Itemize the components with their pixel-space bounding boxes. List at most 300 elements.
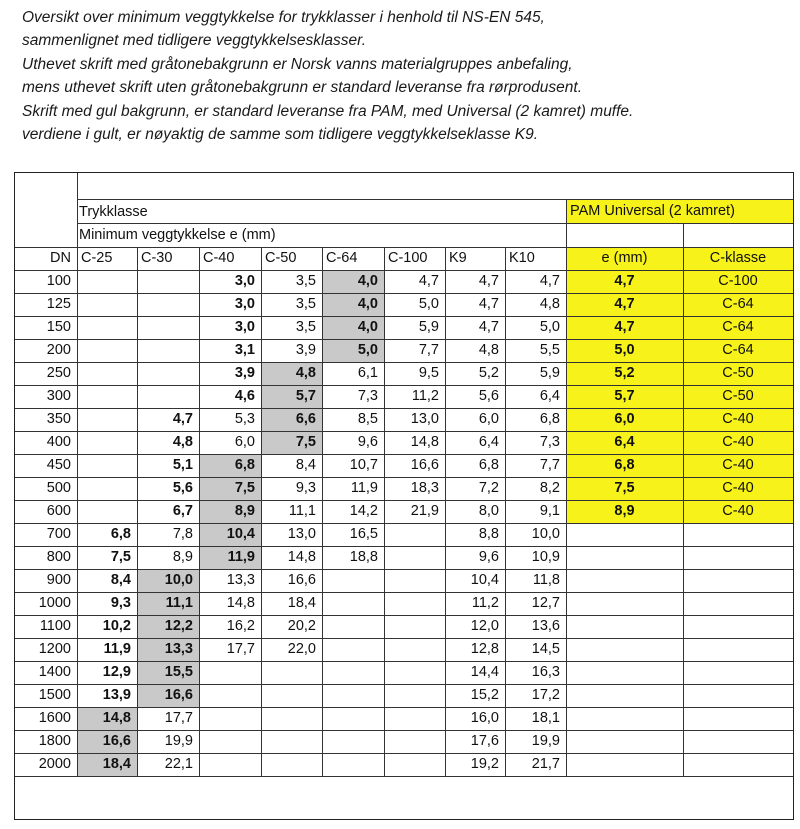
column-header: C-50 bbox=[265, 250, 297, 266]
value-cell: 6,8 bbox=[478, 457, 499, 473]
value-cell bbox=[137, 270, 199, 293]
value-cell: 21,7 bbox=[531, 756, 560, 772]
value-cell: 18,4 bbox=[77, 753, 137, 776]
value-cell bbox=[77, 454, 137, 477]
value-cell: 10,7 bbox=[349, 457, 378, 473]
value-cell: 12,7 bbox=[531, 595, 560, 611]
value-cell: 14,2 bbox=[349, 503, 378, 519]
value-cell: 14,8 bbox=[410, 434, 439, 450]
value-cell: 7,2 bbox=[478, 480, 499, 496]
value-cell: 9,6 bbox=[357, 434, 378, 450]
value-cell: 5,1 bbox=[172, 457, 193, 473]
value-cell: 3,9 bbox=[295, 342, 316, 358]
value-cell: 14,8 bbox=[77, 707, 137, 730]
value-cell: 6,4 bbox=[539, 388, 560, 404]
value-cell: 7,3 bbox=[357, 388, 378, 404]
intro-line-5: Skrift med gul bakgrunn, er standard leveranse fra PAM, med Universal (2 kamret) muffe. bbox=[22, 102, 634, 120]
value-cell bbox=[77, 431, 137, 454]
value-cell: 16,5 bbox=[349, 526, 378, 542]
value-cell: 11,1 bbox=[288, 503, 316, 519]
wall-thickness-table bbox=[14, 172, 794, 820]
value-cell bbox=[199, 730, 261, 753]
value-cell bbox=[77, 500, 137, 523]
grid-line bbox=[77, 199, 793, 200]
intro-line-3: Uthevet skrift med gråtonebakgrunn er Norsk vanns materialgruppes anbefaling, bbox=[22, 55, 573, 73]
value-cell: 11,8 bbox=[532, 572, 560, 588]
value-cell: 11,2 bbox=[471, 595, 499, 611]
value-cell: 9,6 bbox=[478, 549, 499, 565]
dn-cell: 1400 bbox=[38, 664, 71, 680]
value-cell bbox=[199, 684, 261, 707]
value-cell: 4,8 bbox=[539, 296, 560, 312]
value-cell: 13,0 bbox=[410, 411, 439, 427]
value-cell: 17,6 bbox=[470, 733, 499, 749]
value-cell bbox=[384, 661, 445, 684]
value-cell bbox=[261, 730, 322, 753]
value-cell: 14,8 bbox=[287, 549, 316, 565]
value-cell: 13,0 bbox=[287, 526, 316, 542]
dn-cell: 900 bbox=[46, 572, 71, 588]
grid-line bbox=[566, 199, 567, 247]
value-cell bbox=[77, 408, 137, 431]
grid-line bbox=[15, 431, 793, 432]
value-cell: 16,6 bbox=[77, 730, 137, 753]
value-cell: 10,2 bbox=[102, 618, 131, 634]
value-cell: 4,7 bbox=[172, 411, 193, 427]
value-cell: 22,0 bbox=[287, 641, 316, 657]
grid-line bbox=[384, 247, 385, 776]
grid-line bbox=[15, 707, 793, 708]
pam-class-cell bbox=[683, 615, 793, 638]
value-cell: 15,2 bbox=[470, 687, 499, 703]
grid-line bbox=[15, 500, 793, 501]
pam-e-cell: 5,7 bbox=[566, 385, 683, 408]
grid-line bbox=[15, 638, 793, 639]
value-cell: 5,9 bbox=[418, 319, 439, 335]
grid-line bbox=[199, 247, 200, 776]
pam-class-cell bbox=[683, 638, 793, 661]
dn-cell: 600 bbox=[46, 503, 71, 519]
value-cell: 16,2 bbox=[226, 618, 255, 634]
value-cell: 12,2 bbox=[137, 615, 199, 638]
value-cell: 10,9 bbox=[531, 549, 560, 565]
dn-cell: 1600 bbox=[38, 710, 71, 726]
value-cell: 13,3 bbox=[226, 572, 255, 588]
group-label: Trykklasse bbox=[79, 204, 148, 220]
value-cell bbox=[137, 385, 199, 408]
grid-line bbox=[15, 247, 793, 248]
intro-line-6: verdiene i gult, er nøyaktig de samme som tidligere veggtykkelseklasse K9. bbox=[22, 126, 539, 144]
dn-cell: 300 bbox=[46, 388, 71, 404]
value-cell: 14,5 bbox=[531, 641, 560, 657]
value-cell bbox=[322, 707, 384, 730]
pam-class-cell bbox=[683, 707, 793, 730]
intro-line-1: Oversikt over minimum veggtykkelse for trykklasser i henhold til NS-EN 545, bbox=[22, 9, 545, 26]
value-cell: 3,0 bbox=[234, 273, 255, 289]
dn-cell: 350 bbox=[46, 411, 71, 427]
column-header: e (mm) bbox=[566, 247, 683, 270]
grid-line bbox=[15, 339, 793, 340]
value-cell: 18,3 bbox=[410, 480, 439, 496]
value-cell: 5,9 bbox=[539, 365, 560, 381]
value-cell: 16,6 bbox=[137, 684, 199, 707]
value-cell: 10,4 bbox=[199, 523, 261, 546]
grid-line bbox=[566, 223, 793, 224]
pam-e-cell: 4,7 bbox=[566, 293, 683, 316]
value-cell: 4,8 bbox=[261, 362, 322, 385]
grid-line bbox=[137, 247, 138, 776]
pam-class-cell: C-64 bbox=[683, 316, 793, 339]
value-cell bbox=[384, 615, 445, 638]
value-cell: 7,5 bbox=[110, 549, 131, 565]
pam-class-cell bbox=[683, 661, 793, 684]
value-cell: 10,0 bbox=[137, 569, 199, 592]
value-cell: 5,0 bbox=[539, 319, 560, 335]
value-cell: 20,2 bbox=[287, 618, 316, 634]
grid-line bbox=[15, 316, 793, 317]
value-cell: 14,8 bbox=[226, 595, 255, 611]
value-cell bbox=[77, 339, 137, 362]
pam-label: PAM Universal (2 kamret) bbox=[566, 200, 793, 223]
pam-class-cell: C-40 bbox=[683, 431, 793, 454]
pam-class-cell: C-64 bbox=[683, 293, 793, 316]
value-cell bbox=[137, 339, 199, 362]
value-cell: 19,9 bbox=[531, 733, 560, 749]
value-cell bbox=[77, 477, 137, 500]
grid-line bbox=[15, 293, 793, 294]
grid-line bbox=[505, 247, 506, 776]
value-cell: 14,4 bbox=[470, 664, 499, 680]
pam-e-cell bbox=[566, 753, 683, 776]
value-cell: 22,1 bbox=[164, 756, 193, 772]
value-cell bbox=[261, 753, 322, 776]
value-cell bbox=[384, 730, 445, 753]
grid-line bbox=[15, 385, 793, 386]
subgroup-label: Minimum veggtykkelse e (mm) bbox=[79, 227, 276, 243]
grid-line bbox=[77, 223, 566, 224]
value-cell bbox=[384, 569, 445, 592]
value-cell: 6,8 bbox=[199, 454, 261, 477]
value-cell: 11,1 bbox=[137, 592, 199, 615]
value-cell bbox=[77, 316, 137, 339]
value-cell bbox=[322, 661, 384, 684]
column-header: C-100 bbox=[388, 250, 428, 266]
grid-line bbox=[77, 173, 78, 776]
value-cell: 4,7 bbox=[478, 296, 499, 312]
value-cell bbox=[322, 592, 384, 615]
dn-cell: 125 bbox=[46, 296, 71, 312]
value-cell: 12,0 bbox=[470, 618, 499, 634]
column-header: C-25 bbox=[81, 250, 113, 266]
value-cell: 6,8 bbox=[110, 526, 131, 542]
value-cell bbox=[261, 661, 322, 684]
value-cell: 8,4 bbox=[110, 572, 131, 588]
pam-class-cell: C-40 bbox=[683, 454, 793, 477]
grid-line bbox=[15, 454, 793, 455]
grid-line bbox=[15, 730, 793, 731]
value-cell: 19,9 bbox=[164, 733, 193, 749]
value-cell bbox=[384, 707, 445, 730]
value-cell: 6,4 bbox=[478, 434, 499, 450]
value-cell: 16,0 bbox=[470, 710, 499, 726]
pam-class-cell bbox=[683, 592, 793, 615]
value-cell bbox=[199, 707, 261, 730]
value-cell: 17,7 bbox=[164, 710, 193, 726]
grid-line bbox=[15, 753, 793, 754]
dn-cell: 100 bbox=[46, 273, 71, 289]
value-cell: 16,3 bbox=[531, 664, 560, 680]
value-cell: 16,6 bbox=[410, 457, 439, 473]
value-cell: 9,3 bbox=[110, 595, 131, 611]
value-cell: 11,9 bbox=[350, 480, 378, 496]
pam-e-cell bbox=[566, 523, 683, 546]
pam-class-cell: C-50 bbox=[683, 362, 793, 385]
value-cell bbox=[77, 385, 137, 408]
value-cell: 7,8 bbox=[172, 526, 193, 542]
pam-class-cell bbox=[683, 684, 793, 707]
pam-e-cell: 5,0 bbox=[566, 339, 683, 362]
value-cell: 7,5 bbox=[261, 431, 322, 454]
value-cell: 8,5 bbox=[357, 411, 378, 427]
value-cell bbox=[384, 638, 445, 661]
value-cell: 6,8 bbox=[539, 411, 560, 427]
dn-cell: 700 bbox=[46, 526, 71, 542]
intro-line-2: sammenlignet med tidligere veggtykkelsesklasser. bbox=[22, 32, 367, 50]
value-cell bbox=[322, 753, 384, 776]
value-cell bbox=[322, 615, 384, 638]
dn-cell: 1200 bbox=[38, 641, 71, 657]
dn-cell: 2000 bbox=[38, 756, 71, 772]
dn-cell: 450 bbox=[46, 457, 71, 473]
value-cell: 12,8 bbox=[470, 641, 499, 657]
value-cell: 12,9 bbox=[102, 664, 131, 680]
column-header: K10 bbox=[509, 250, 535, 266]
value-cell: 10,4 bbox=[470, 572, 499, 588]
value-cell: 9,1 bbox=[539, 503, 560, 519]
intro-text bbox=[22, 6, 792, 146]
intro-line-4: mens uthevet skrift uten gråtonebakgrunn er standard leveranse fra rørprodusent. bbox=[22, 79, 583, 97]
value-cell: 18,1 bbox=[531, 710, 560, 726]
pam-class-cell: C-64 bbox=[683, 339, 793, 362]
grid-line bbox=[15, 776, 793, 777]
value-cell bbox=[384, 523, 445, 546]
value-cell: 15,5 bbox=[137, 661, 199, 684]
pam-class-cell bbox=[683, 753, 793, 776]
pam-class-cell bbox=[683, 569, 793, 592]
value-cell: 17,2 bbox=[531, 687, 560, 703]
column-header: C-klasse bbox=[683, 247, 793, 270]
dn-cell: 1100 bbox=[39, 618, 71, 634]
value-cell: 13,9 bbox=[102, 687, 131, 703]
value-cell bbox=[77, 293, 137, 316]
value-cell: 3,5 bbox=[295, 273, 316, 289]
pam-class-cell bbox=[683, 730, 793, 753]
value-cell bbox=[384, 592, 445, 615]
value-cell: 19,2 bbox=[470, 756, 499, 772]
pam-e-cell bbox=[566, 615, 683, 638]
grid-line bbox=[445, 247, 446, 776]
grid-line bbox=[15, 569, 793, 570]
value-cell: 6,0 bbox=[234, 434, 255, 450]
dn-cell: 1000 bbox=[38, 595, 71, 611]
pam-e-cell: 5,2 bbox=[566, 362, 683, 385]
value-cell bbox=[322, 684, 384, 707]
value-cell: 8,8 bbox=[478, 526, 499, 542]
dn-cell: 250 bbox=[46, 365, 71, 381]
value-cell bbox=[384, 753, 445, 776]
grid-line bbox=[322, 247, 323, 776]
value-cell bbox=[199, 661, 261, 684]
grid-line bbox=[15, 477, 793, 478]
value-cell: 8,4 bbox=[295, 457, 316, 473]
pam-e-cell: 4,7 bbox=[566, 316, 683, 339]
column-header: C-40 bbox=[203, 250, 235, 266]
pam-e-cell bbox=[566, 592, 683, 615]
dn-cell: 800 bbox=[46, 549, 71, 565]
pam-class-cell bbox=[683, 546, 793, 569]
pam-e-cell: 4,7 bbox=[566, 270, 683, 293]
column-header: C-30 bbox=[141, 250, 173, 266]
value-cell: 16,6 bbox=[287, 572, 316, 588]
value-cell: 7,7 bbox=[418, 342, 439, 358]
grid-line bbox=[15, 684, 793, 685]
pam-e-cell: 6,4 bbox=[566, 431, 683, 454]
dn-cell: 400 bbox=[46, 434, 71, 450]
grid-line bbox=[683, 247, 684, 776]
value-cell: 4,8 bbox=[478, 342, 499, 358]
value-cell bbox=[322, 730, 384, 753]
column-header: DN bbox=[50, 250, 71, 266]
value-cell: 18,4 bbox=[287, 595, 316, 611]
value-cell: 5,3 bbox=[234, 411, 255, 427]
value-cell bbox=[77, 362, 137, 385]
value-cell: 4,7 bbox=[478, 319, 499, 335]
value-cell: 3,0 bbox=[234, 296, 255, 312]
dn-cell: 200 bbox=[46, 342, 71, 358]
grid-line bbox=[15, 592, 793, 593]
value-cell: 4,6 bbox=[234, 388, 255, 404]
dn-cell: 1500 bbox=[38, 687, 71, 703]
value-cell: 5,5 bbox=[539, 342, 560, 358]
value-cell: 4,7 bbox=[418, 273, 439, 289]
pam-class-cell bbox=[683, 523, 793, 546]
column-header: K9 bbox=[449, 250, 467, 266]
value-cell: 9,5 bbox=[418, 365, 439, 381]
value-cell: 4,0 bbox=[322, 316, 384, 339]
value-cell: 5,0 bbox=[322, 339, 384, 362]
value-cell: 5,2 bbox=[478, 365, 499, 381]
grid-line bbox=[683, 223, 684, 247]
pam-class-cell: C-40 bbox=[683, 477, 793, 500]
pam-e-cell bbox=[566, 569, 683, 592]
value-cell bbox=[137, 293, 199, 316]
value-cell: 5,6 bbox=[478, 388, 499, 404]
pam-e-cell: 6,0 bbox=[566, 408, 683, 431]
value-cell bbox=[384, 546, 445, 569]
grid-line bbox=[15, 408, 793, 409]
value-cell: 3,5 bbox=[295, 296, 316, 312]
value-cell: 3,5 bbox=[295, 319, 316, 335]
value-cell: 7,3 bbox=[539, 434, 560, 450]
value-cell bbox=[77, 270, 137, 293]
value-cell: 5,6 bbox=[172, 480, 193, 496]
grid-line bbox=[15, 615, 793, 616]
grid-line bbox=[15, 661, 793, 662]
value-cell: 5,0 bbox=[418, 296, 439, 312]
value-cell: 8,9 bbox=[199, 500, 261, 523]
value-cell: 3,9 bbox=[234, 365, 255, 381]
pam-e-cell bbox=[566, 638, 683, 661]
pam-e-cell: 8,9 bbox=[566, 500, 683, 523]
value-cell: 11,9 bbox=[103, 641, 131, 657]
value-cell: 13,3 bbox=[137, 638, 199, 661]
grid-line bbox=[15, 362, 793, 363]
pam-class-cell: C-40 bbox=[683, 500, 793, 523]
pam-e-cell bbox=[566, 661, 683, 684]
value-cell: 4,8 bbox=[172, 434, 193, 450]
value-cell: 4,7 bbox=[539, 273, 560, 289]
value-cell bbox=[384, 684, 445, 707]
pam-class-cell: C-40 bbox=[683, 408, 793, 431]
value-cell: 9,3 bbox=[295, 480, 316, 496]
grid-line bbox=[15, 270, 793, 271]
grid-line bbox=[261, 247, 262, 776]
value-cell: 7,7 bbox=[539, 457, 560, 473]
value-cell bbox=[261, 707, 322, 730]
value-cell: 8,0 bbox=[478, 503, 499, 519]
pam-e-cell bbox=[566, 546, 683, 569]
value-cell: 18,8 bbox=[349, 549, 378, 565]
dn-cell: 150 bbox=[46, 319, 71, 335]
grid-line bbox=[15, 546, 793, 547]
value-cell bbox=[261, 684, 322, 707]
value-cell: 4,0 bbox=[322, 270, 384, 293]
pam-e-cell bbox=[566, 730, 683, 753]
value-cell: 4,7 bbox=[478, 273, 499, 289]
pam-class-cell: C-50 bbox=[683, 385, 793, 408]
value-cell: 10,0 bbox=[531, 526, 560, 542]
value-cell: 6,0 bbox=[478, 411, 499, 427]
dn-cell: 1800 bbox=[38, 733, 71, 749]
value-cell: 6,1 bbox=[357, 365, 378, 381]
pam-e-cell: 7,5 bbox=[566, 477, 683, 500]
grid-line bbox=[15, 523, 793, 524]
value-cell: 5,7 bbox=[261, 385, 322, 408]
column-header: C-64 bbox=[326, 250, 358, 266]
value-cell bbox=[199, 753, 261, 776]
value-cell: 4,0 bbox=[322, 293, 384, 316]
value-cell: 11,2 bbox=[411, 388, 439, 404]
value-cell: 21,9 bbox=[410, 503, 439, 519]
value-cell: 11,9 bbox=[199, 546, 261, 569]
value-cell bbox=[137, 362, 199, 385]
value-cell: 6,6 bbox=[261, 408, 322, 431]
value-cell: 3,1 bbox=[234, 342, 255, 358]
pam-e-cell bbox=[566, 707, 683, 730]
value-cell: 7,5 bbox=[199, 477, 261, 500]
value-cell: 3,0 bbox=[234, 319, 255, 335]
value-cell: 8,2 bbox=[539, 480, 560, 496]
dn-cell: 500 bbox=[46, 480, 71, 496]
pam-class-cell: C-100 bbox=[683, 270, 793, 293]
pam-e-cell bbox=[566, 684, 683, 707]
grid-line bbox=[566, 247, 567, 776]
value-cell bbox=[137, 316, 199, 339]
pam-e-cell: 6,8 bbox=[566, 454, 683, 477]
value-cell: 8,9 bbox=[172, 549, 193, 565]
value-cell: 6,7 bbox=[172, 503, 193, 519]
value-cell: 17,7 bbox=[226, 641, 255, 657]
